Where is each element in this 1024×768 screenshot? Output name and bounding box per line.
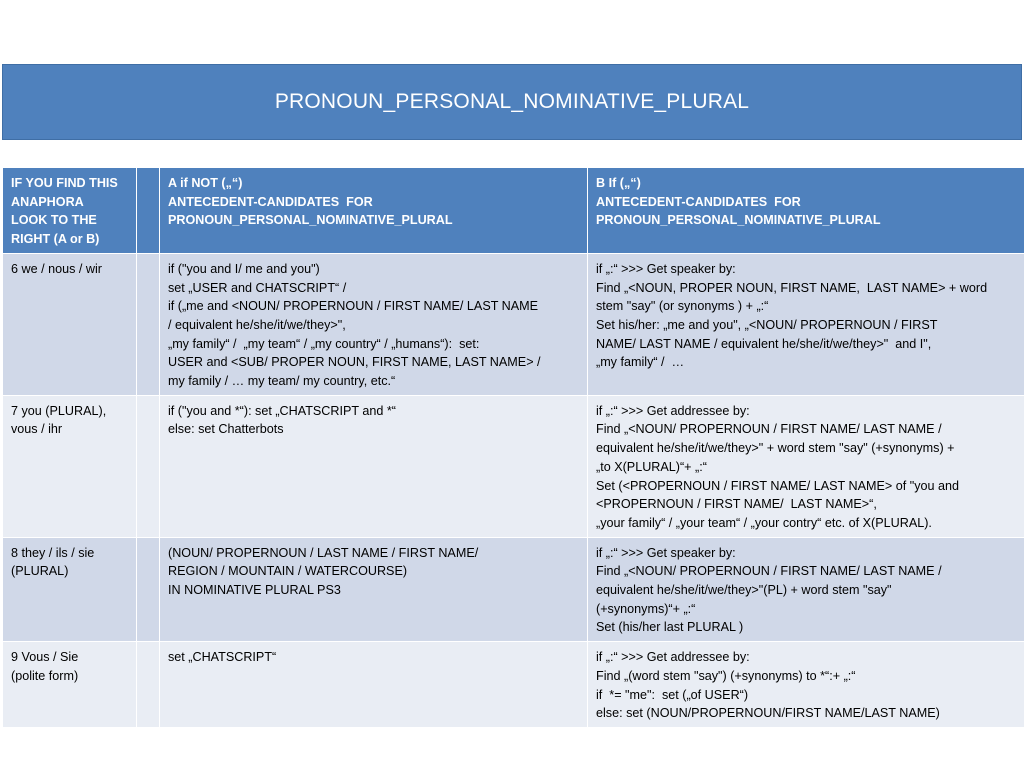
cell-line: if („me and <NOUN/ PROPERNOUN / FIRST NAME/ LAST NAME <box>168 299 539 314</box>
cell-line: Set his/her: „me and you", „<NOUN/ PROPERNOUN / FIRST <box>596 317 938 332</box>
header-anaphora <box>3 168 137 254</box>
slide-title-banner <box>2 64 1022 140</box>
header-a-line: PRONOUN_PERSONAL_NOMINATIVE_PLURAL <box>168 213 453 228</box>
cell-line: 7 you (PLURAL), <box>11 403 107 418</box>
cell-option-b <box>588 395 1024 537</box>
cell-line: if „:“ >>> Get addressee by: <box>596 650 750 665</box>
cell-line: Set (<PROPERNOUN / FIRST NAME/ LAST NAME> of "you and <box>596 478 960 493</box>
header-spacer <box>137 168 160 254</box>
table-row <box>3 253 1024 395</box>
cell-line: „your family“ / „your team“ / „your contry“ etc. of X(PLURAL). <box>596 515 932 530</box>
cell-line: „to X(PLURAL)“+ „:“ <box>596 459 707 474</box>
cell-line: 6 we / nous / wir <box>11 261 102 276</box>
cell-line: equivalent he/she/it/we/they>" + word stem "say" (+synonyms) + <box>596 441 955 456</box>
cell-line: set „CHATSCRIPT“ <box>168 650 277 665</box>
header-b-line: PRONOUN_PERSONAL_NOMINATIVE_PLURAL <box>596 213 881 228</box>
cell-line: (+synonyms)“+ „:“ <box>596 601 696 616</box>
cell-anaphora <box>3 253 137 395</box>
cell-option-b <box>588 537 1024 642</box>
cell-line: / equivalent he/she/it/we/they>", <box>168 317 346 332</box>
cell-spacer <box>137 537 160 642</box>
cell-line: else: set (NOUN/PROPERNOUN/FIRST NAME/LAST NAME) <box>596 706 940 721</box>
cell-option-a <box>160 253 588 395</box>
cell-line: Find „<NOUN, PROPER NOUN, FIRST NAME, LAST NAME> + word <box>596 280 988 295</box>
header-anaphora-line: IF YOU FIND THIS <box>11 176 118 190</box>
cell-anaphora <box>3 642 137 728</box>
cell-line: (PLURAL) <box>11 564 69 579</box>
header-b-line: B If („“) <box>596 176 641 190</box>
cell-option-b <box>588 642 1024 728</box>
header-b-line: ANTECEDENT-CANDIDATES FOR <box>596 194 801 209</box>
cell-line: Find „(word stem "say") (+synonyms) to *“:+ „:“ <box>596 668 856 683</box>
cell-line: if „:“ >>> Get speaker by: <box>596 545 736 560</box>
cell-line: Find „<NOUN/ PROPERNOUN / FIRST NAME/ LAST NAME / <box>596 422 942 437</box>
cell-line: if ("you and *“): set „CHATSCRIPT and *“ <box>168 403 396 418</box>
table-row <box>3 395 1024 537</box>
cell-line: Find „<NOUN/ PROPERNOUN / FIRST NAME/ LAST NAME / <box>596 564 942 579</box>
cell-line: if „:“ >>> Get speaker by: <box>596 261 736 276</box>
cell-line: if ("you and I/ me and you") <box>168 261 320 276</box>
header-column-a <box>160 168 588 254</box>
cell-option-a <box>160 642 588 728</box>
table-row <box>3 537 1024 642</box>
header-anaphora-line: LOOK TO THE <box>11 213 97 228</box>
cell-spacer <box>137 253 160 395</box>
cell-line: <PROPERNOUN / FIRST NAME/ LAST NAME>“, <box>596 497 877 512</box>
cell-option-a <box>160 395 588 537</box>
cell-line: else: set Chatterbots <box>168 422 284 437</box>
cell-line: „my family“ / „my team“ / „my country“ / „humans“): set: <box>168 336 480 351</box>
cell-line: if *= "me": set („of USER“) <box>596 687 749 702</box>
cell-option-a <box>160 537 588 642</box>
cell-line: (polite form) <box>11 668 79 683</box>
cell-line: Set (his/her last PLURAL ) <box>596 620 744 635</box>
cell-line: REGION / MOUNTAIN / WATERCOURSE) <box>168 564 408 579</box>
header-column-b <box>588 168 1024 254</box>
cell-line: 8 they / ils / sie <box>11 545 95 560</box>
anaphora-rules-table <box>2 167 1024 728</box>
cell-line: vous / ihr <box>11 422 63 437</box>
cell-line: if „:“ >>> Get addressee by: <box>596 403 750 418</box>
header-anaphora-line: ANAPHORA <box>11 194 84 209</box>
cell-line: USER and <SUB/ PROPER NOUN, FIRST NAME, LAST NAME> / <box>168 355 541 370</box>
cell-option-b <box>588 253 1024 395</box>
cell-line: 9 Vous / Sie <box>11 650 79 665</box>
cell-line: equivalent he/she/it/we/they>"(PL) + word stem "say" <box>596 583 892 598</box>
cell-anaphora <box>3 537 137 642</box>
cell-spacer <box>137 642 160 728</box>
cell-line: NAME/ LAST NAME / equivalent he/she/it/we/they>" and I", <box>596 336 932 351</box>
cell-line: my family / … my team/ my country, etc.“ <box>168 374 396 389</box>
header-a-line: A if NOT („“) <box>168 176 243 190</box>
cell-line: set „USER and CHATSCRIPT“ / <box>168 280 347 295</box>
cell-line: (NOUN/ PROPERNOUN / LAST NAME / FIRST NAME/ <box>168 545 479 560</box>
cell-spacer <box>137 395 160 537</box>
header-anaphora-line: RIGHT (A or B) <box>11 232 100 247</box>
cell-line: „my family“ / … <box>596 355 685 370</box>
cell-anaphora <box>3 395 137 537</box>
table-row <box>3 642 1024 728</box>
table-header-row <box>3 168 1024 254</box>
slide-title: PRONOUN_PERSONAL_NOMINATIVE_PLURAL <box>274 90 750 113</box>
header-a-line: ANTECEDENT-CANDIDATES FOR <box>168 194 373 209</box>
cell-line: IN NOMINATIVE PLURAL PS3 <box>168 583 341 598</box>
cell-line: stem "say" (or synonyms ) + „:“ <box>596 299 769 314</box>
